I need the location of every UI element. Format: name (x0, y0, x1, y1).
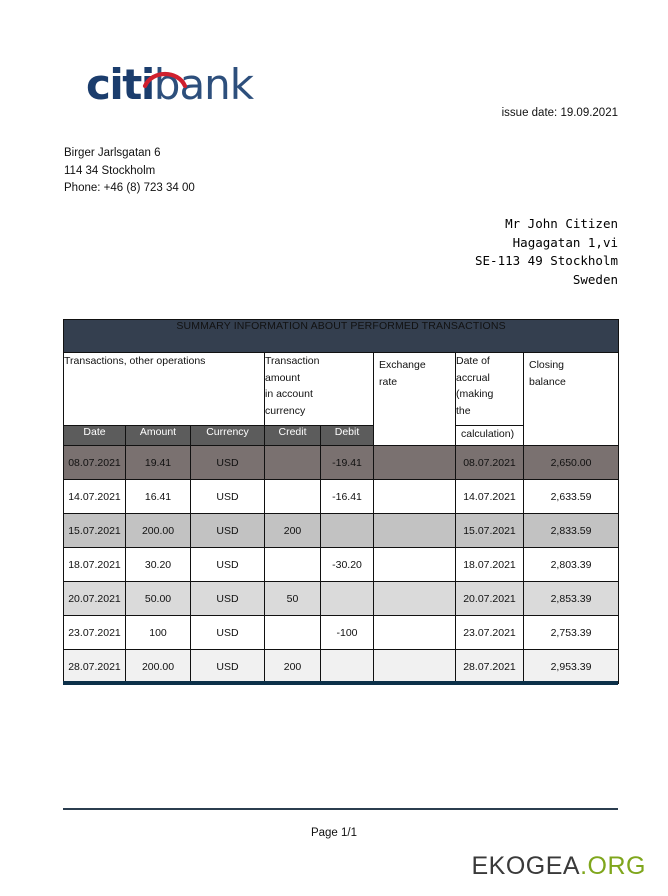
header-accrual-line-2: accrual (456, 371, 490, 384)
ekogea-watermark (472, 852, 647, 881)
cell-debit (321, 650, 374, 684)
header-exchange-line-2: rate (379, 375, 398, 388)
subheader-debit: Debit (321, 426, 374, 446)
subheader-credit: Credit (265, 426, 321, 446)
cell-accrual-date: 08.07.2021 (456, 446, 524, 480)
table-row (64, 616, 619, 650)
header-accrual-line-4: the (456, 404, 471, 417)
recipient-country: Sweden (572, 271, 618, 287)
cell-currency: USD (191, 616, 265, 650)
transactions-table-container (63, 319, 618, 684)
cell-exchange-rate (374, 616, 456, 650)
cell-date: 18.07.2021 (64, 548, 126, 582)
transactions-table (63, 319, 619, 684)
header-closing-line-2: balance (529, 375, 566, 388)
header-exchange-line-1: Exchange (379, 359, 426, 371)
section-divider-rule (63, 681, 618, 685)
cell-closing-balance: 2,650.00 (524, 446, 619, 480)
cell-credit: 50 (265, 582, 321, 616)
footer-divider-rule (63, 808, 618, 810)
sender-street: Birger Jarlsgatan 6 (64, 147, 161, 159)
cell-closing-balance: 2,853.39 (524, 582, 619, 616)
page-number: Page 1/1 (310, 827, 358, 839)
cell-accrual-date: 28.07.2021 (456, 650, 524, 684)
cell-currency: USD (191, 582, 265, 616)
recipient-name: Mr John Citizen (505, 216, 618, 231)
cell-accrual-date: 23.07.2021 (456, 616, 524, 650)
cell-credit (265, 446, 321, 480)
cell-debit (321, 514, 374, 548)
header-accrual-line-5: calculation) (456, 426, 524, 446)
table-row (64, 548, 619, 582)
cell-amount: 30.20 (126, 548, 191, 582)
cell-currency: USD (191, 514, 265, 548)
cell-amount: 200.00 (126, 650, 191, 684)
cell-closing-balance: 2,753.39 (524, 616, 619, 650)
cell-amount: 50.00 (126, 582, 191, 616)
table-title-row (64, 320, 619, 353)
cell-amount: 200.00 (126, 514, 191, 548)
cell-accrual-date: 14.07.2021 (456, 480, 524, 514)
cell-accrual-date: 15.07.2021 (456, 514, 524, 548)
cell-exchange-rate (374, 514, 456, 548)
header-accrual-line-3: (making (456, 388, 494, 400)
recipient-address-block (475, 215, 618, 289)
cell-amount: 16.41 (126, 480, 191, 514)
cell-credit: 200 (265, 514, 321, 548)
recipient-street: Hagagatan 1,vi (512, 234, 618, 250)
cell-credit (265, 616, 321, 650)
cell-debit: -30.20 (321, 548, 374, 582)
subheader-date: Date (64, 426, 126, 446)
cell-closing-balance: 2,833.59 (524, 514, 619, 548)
cell-debit: -16.41 (321, 480, 374, 514)
cell-currency: USD (191, 480, 265, 514)
table-title: SUMMARY INFORMATION ABOUT PERFORMED TRANSACTIONS (64, 320, 619, 353)
cell-date: 08.07.2021 (64, 446, 126, 480)
cell-date: 20.07.2021 (64, 582, 126, 616)
logo-citi-text: citi (86, 60, 154, 109)
table-group-header-row (64, 353, 619, 426)
cell-debit: -100 (321, 616, 374, 650)
header-amount-line-3: in account (265, 388, 313, 400)
table-row (64, 480, 619, 514)
cell-exchange-rate (374, 446, 456, 480)
cell-currency: USD (191, 548, 265, 582)
table-row (64, 582, 619, 616)
cell-exchange-rate (374, 480, 456, 514)
cell-date: 28.07.2021 (64, 650, 126, 684)
cell-currency: USD (191, 650, 265, 684)
cell-debit: -19.41 (321, 446, 374, 480)
cell-currency: USD (191, 446, 265, 480)
header-amount-line-2: amount (265, 371, 301, 384)
header-accrual-line-1: Date of (456, 355, 490, 367)
cell-date: 23.07.2021 (64, 616, 126, 650)
cell-amount: 19.41 (126, 446, 191, 480)
issue-date: issue date: 19.09.2021 (501, 107, 618, 119)
header-amount-line-4: currency (265, 404, 306, 417)
cell-closing-balance: 2,953.39 (524, 650, 619, 684)
cell-exchange-rate (374, 650, 456, 684)
cell-accrual-date: 18.07.2021 (456, 548, 524, 582)
header-transactions-group: Transactions, other operations (64, 353, 265, 426)
sender-city: 114 34 Stockholm (64, 164, 156, 177)
table-row (64, 446, 619, 480)
watermark-name: EKOGEA (471, 852, 581, 880)
cell-credit (265, 480, 321, 514)
cell-exchange-rate (374, 582, 456, 616)
cell-credit: 200 (265, 650, 321, 684)
logo-bank-text: bank (153, 60, 254, 109)
sender-address-block (64, 145, 195, 198)
header-closing-balance (524, 353, 619, 446)
cell-debit (321, 582, 374, 616)
citibank-logo (86, 62, 253, 108)
subheader-currency: Currency (191, 426, 265, 446)
header-closing-line-1: Closing (529, 359, 565, 371)
header-transaction-amount-group (265, 353, 374, 426)
sender-phone: Phone: +46 (8) 723 34 00 (64, 182, 195, 194)
watermark-tld: .ORG (580, 852, 646, 880)
table-row (64, 514, 619, 548)
recipient-city: SE-113 49 Stockholm (475, 253, 618, 268)
cell-closing-balance: 2,633.59 (524, 480, 619, 514)
cell-date: 15.07.2021 (64, 514, 126, 548)
header-date-of-accrual (456, 353, 524, 426)
cell-closing-balance: 2,803.39 (524, 548, 619, 582)
cell-amount: 100 (126, 616, 191, 650)
table-row (64, 650, 619, 684)
cell-credit (265, 548, 321, 582)
header-exchange-rate (374, 353, 456, 446)
header-amount-line-1: Transaction (265, 355, 320, 367)
subheader-amount: Amount (126, 426, 191, 446)
cell-accrual-date: 20.07.2021 (456, 582, 524, 616)
cell-exchange-rate (374, 548, 456, 582)
cell-date: 14.07.2021 (64, 480, 126, 514)
